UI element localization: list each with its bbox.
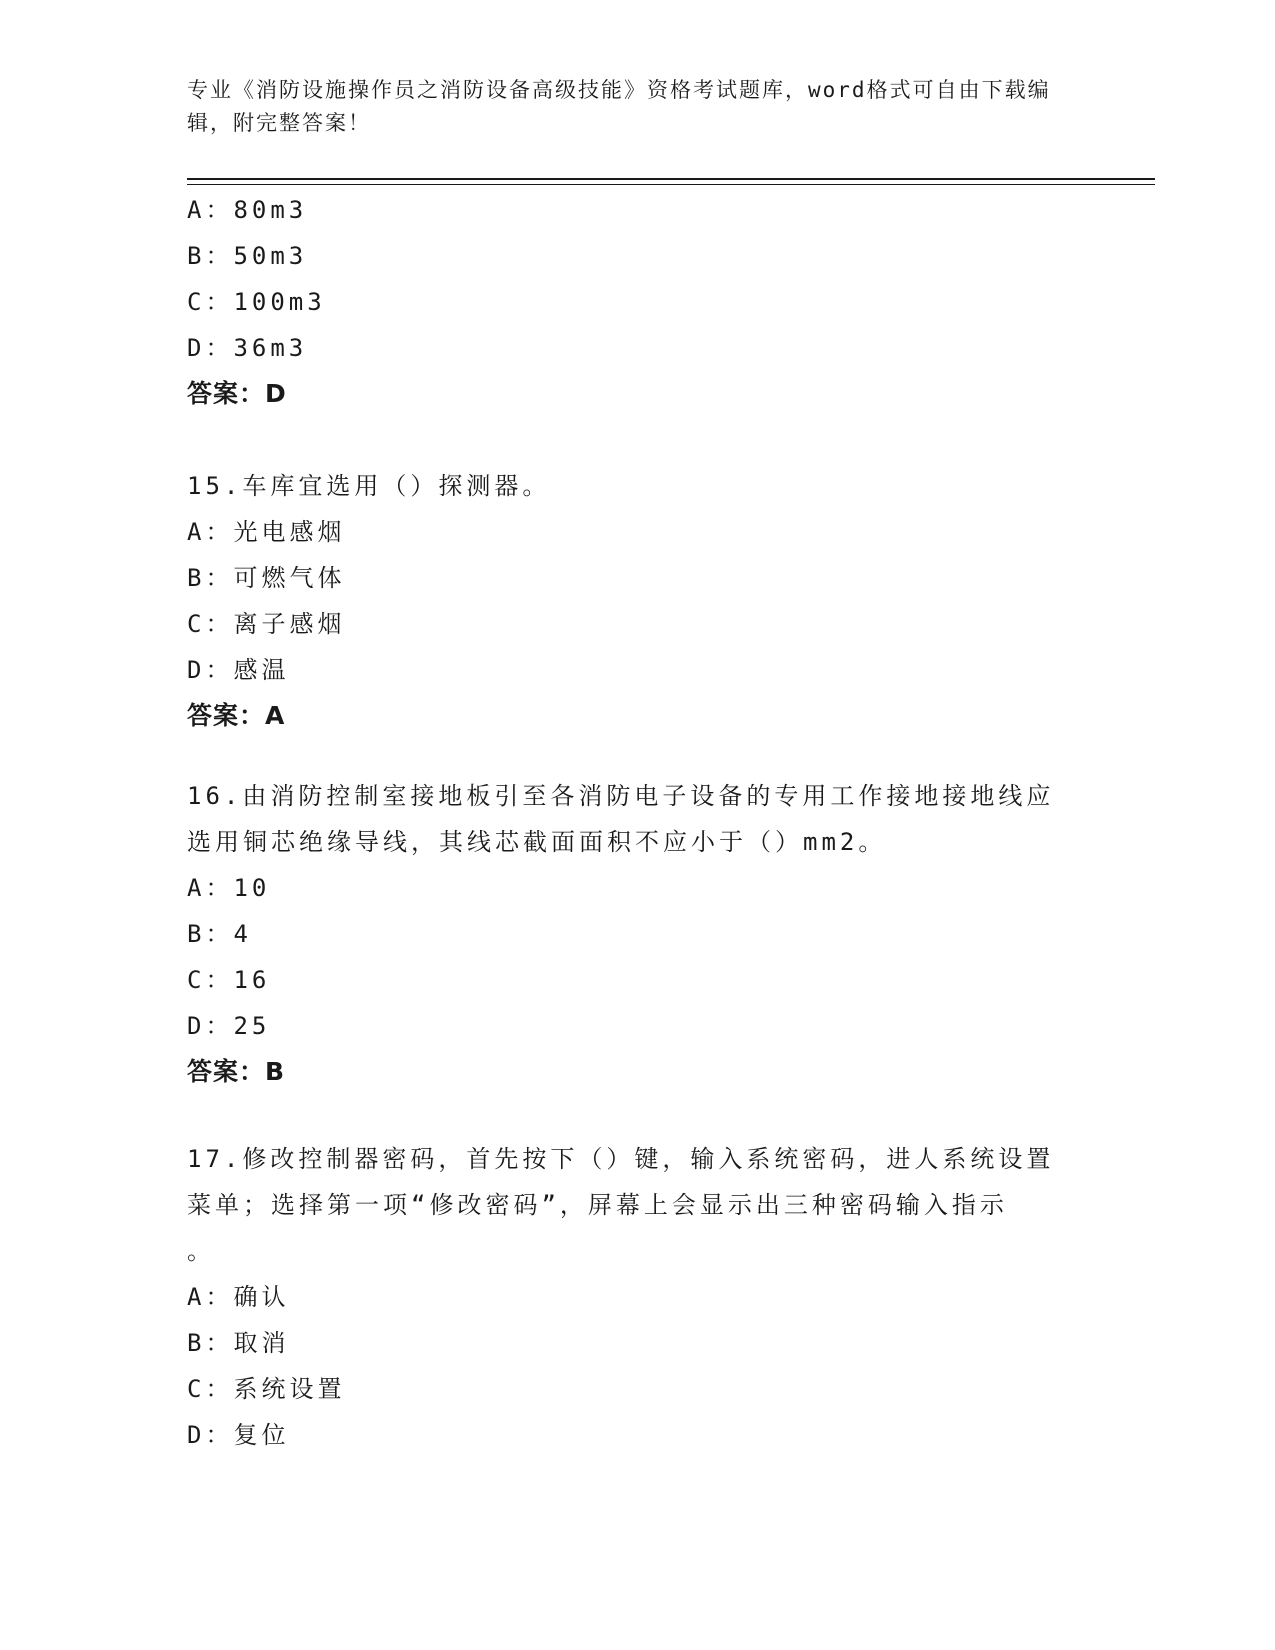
- question-16: [187, 773, 1087, 1095]
- question-stem-tail: 。: [187, 1237, 215, 1265]
- option-d: D：25: [187, 1012, 271, 1040]
- option-c: C：16: [187, 966, 271, 994]
- option-d: D：感温: [187, 656, 290, 684]
- answer: 答案：A: [187, 701, 286, 730]
- option-a: A：80m3: [187, 196, 308, 224]
- option-a: A：确认: [187, 1283, 290, 1311]
- header-divider: [187, 178, 1155, 185]
- option-b: B：50m3: [187, 242, 308, 270]
- question-stem: 16.由消防控制室接地板引至各消防电子设备的专用工作接地接地线应选用铜芯绝缘导线，其线芯截面面积不应小于（）mm2。: [187, 782, 1055, 856]
- question-17: [187, 1136, 1087, 1458]
- option-d: D：复位: [187, 1421, 290, 1449]
- option-c: C：系统设置: [187, 1375, 346, 1403]
- question-14-tail: [187, 187, 1087, 417]
- option-c: C：离子感烟: [187, 610, 346, 638]
- option-b: B：取消: [187, 1329, 290, 1357]
- question-stem: 15.车库宜选用（）探测器。: [187, 472, 551, 500]
- question-stem: 17.修改控制器密码，首先按下（）键，输入系统密码，进人系统设置菜单；选择第一项“修改密码”，屏幕上会显示出三种密码输入指示: [187, 1145, 1055, 1219]
- option-b: B：可燃气体: [187, 564, 346, 592]
- question-15: [187, 463, 1087, 739]
- option-d: D：36m3: [187, 334, 308, 362]
- answer: 答案：B: [187, 1057, 286, 1086]
- option-a: A：光电感烟: [187, 518, 346, 546]
- option-b: B：4: [187, 920, 252, 948]
- option-a: A：10: [187, 874, 271, 902]
- document-header: 专业《消防设施操作员之消防设备高级技能》资格考试题库，word格式可自由下载编辑，附完整答案！: [187, 78, 1051, 135]
- answer: 答案：D: [187, 379, 287, 408]
- option-c: C：100m3: [187, 288, 326, 316]
